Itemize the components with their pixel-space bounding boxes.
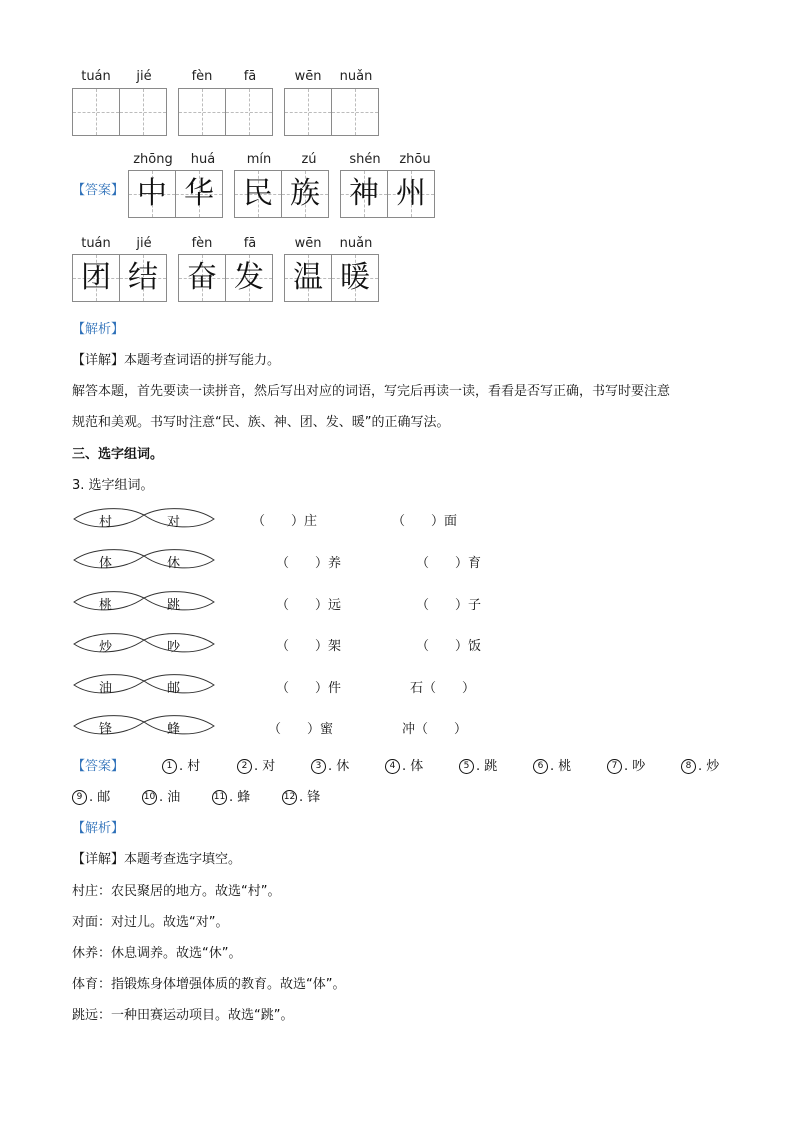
answer-grid-2c [284, 254, 379, 302]
writing-grid-top-1 [72, 88, 167, 136]
pinyin-row-top [72, 69, 380, 84]
grid-cell: 州 [387, 170, 435, 218]
grid-cell: 中 [128, 170, 176, 218]
grid-cell: 温 [284, 254, 332, 302]
leaf-icon [72, 505, 216, 533]
answer-item: 9 . 邮 [72, 786, 110, 805]
answer-item: 3 . 休 [311, 755, 349, 774]
pinyin: nuǎn [339, 69, 373, 84]
grid-cell: 族 [281, 170, 329, 218]
leaf-pair [72, 546, 216, 574]
fill-blank[interactable]: （ ）子 [416, 598, 482, 613]
text-line: 规范和美观。书写时注意“民、族、神、团、发、暖”的正确写法。 [72, 415, 450, 430]
number-badge: 8 [681, 759, 696, 774]
answer-item: 4 . 体 [385, 755, 423, 774]
option-char: 锋 [99, 722, 113, 737]
pinyin: tuán [81, 236, 111, 251]
grid-cell[interactable] [178, 88, 226, 136]
grid-cell: 民 [234, 170, 282, 218]
grid-cell: 暖 [331, 254, 379, 302]
grid-cell[interactable] [72, 88, 120, 136]
leaf-pair [72, 712, 216, 740]
grid-cell: 奋 [178, 254, 226, 302]
answer-item: 5 . 跳 [459, 755, 497, 774]
option-char: 桃 [99, 598, 113, 613]
number-badge: 1 [162, 759, 177, 774]
section-heading: 三、选字组词。 [72, 447, 164, 462]
grid-cell: 团 [72, 254, 120, 302]
grid-cell[interactable] [119, 88, 167, 136]
analysis-label: 【解析】 [72, 322, 125, 337]
pinyin: jié [136, 69, 152, 84]
analysis-label: 【解析】 [72, 821, 125, 836]
fill-blank[interactable]: （ ）育 [416, 556, 482, 571]
answer-list [0, 755, 794, 805]
leaf-icon [72, 630, 216, 658]
answer-item: 6 . 桃 [533, 755, 571, 774]
fill-blank[interactable]: （ ）庄 [252, 514, 318, 529]
option-char: 邮 [167, 681, 181, 696]
writing-grid-top-2 [178, 88, 273, 136]
answer-label: 【答案】 [72, 183, 125, 198]
pinyin: zú [301, 152, 317, 167]
leaf-icon [72, 712, 216, 740]
fill-blank[interactable]: （ ）蜜 [268, 722, 334, 737]
text-line: 对面：对过儿。故选“对”。 [72, 915, 229, 930]
answer-item: 10 . 油 [143, 790, 181, 805]
fill-blank[interactable]: （ ）架 [276, 639, 342, 654]
pinyin-row-answer-1 [128, 152, 440, 167]
answer-grid-2b [178, 254, 273, 302]
leaf-pair [72, 588, 216, 616]
grid-cell: 发 [225, 254, 273, 302]
fill-blank[interactable]: （ ）件 [276, 681, 342, 696]
answer-item: 11 . 蜂 [213, 790, 251, 805]
option-char: 村 [99, 515, 113, 530]
leaf-icon [72, 671, 216, 699]
pinyin: nuǎn [339, 236, 373, 251]
option-char: 蜂 [167, 722, 181, 737]
fill-blank[interactable]: （ ）远 [276, 598, 342, 613]
text-line: 村庄：农民聚居的地方。故选“村”。 [72, 884, 281, 899]
leaf-pair [72, 630, 216, 658]
fill-blank[interactable]: （ ）养 [276, 556, 342, 571]
option-char: 炒 [99, 640, 113, 655]
grid-cell[interactable] [225, 88, 273, 136]
answer-item: 8 . 炒 [681, 755, 719, 774]
pinyin: fā [243, 69, 257, 84]
answer-grid-1a [128, 170, 223, 218]
number-badge: 10 [142, 790, 157, 805]
option-char: 油 [99, 681, 113, 696]
writing-grid-top-3 [284, 88, 379, 136]
answer-grid-1b [234, 170, 329, 218]
pinyin: tuán [81, 69, 111, 84]
pinyin: shén [349, 152, 381, 167]
answer-item: 7 . 吵 [607, 755, 645, 774]
number-badge: 7 [607, 759, 622, 774]
pinyin: fèn [191, 69, 213, 84]
leaf-pair [72, 671, 216, 699]
grid-cell: 神 [340, 170, 388, 218]
option-char: 吵 [167, 640, 181, 655]
text-line: 解答本题，首先要读一读拼音，然后写出对应的词语，写完后再读一读，看看是否写正确，书写时要注意 [72, 384, 671, 399]
option-char: 休 [167, 556, 181, 571]
pinyin: wēn [294, 236, 322, 251]
leaf-icon [72, 588, 216, 616]
number-badge: 11 [212, 790, 227, 805]
answer-item: 2 . 对 [237, 755, 275, 774]
leaf-pair [72, 505, 216, 533]
pinyin: wēn [294, 69, 322, 84]
number-badge: 2 [237, 759, 252, 774]
text-line: 休养：休息调养。故选“休”。 [72, 946, 242, 961]
answer-label: 【答案】 [72, 759, 125, 774]
grid-cell: 结 [119, 254, 167, 302]
number-badge: 12 [282, 790, 297, 805]
pinyin: mín [246, 152, 272, 167]
answer-grid-1c [340, 170, 435, 218]
grid-cell[interactable] [284, 88, 332, 136]
number-badge: 3 [311, 759, 326, 774]
number-badge: 6 [533, 759, 548, 774]
fill-blank[interactable]: 冲（ ） [402, 722, 468, 737]
fill-blank[interactable]: 石（ ） [410, 681, 476, 696]
answer-item: 1 . 村 [162, 755, 200, 774]
number-badge: 5 [459, 759, 474, 774]
number-badge: 9 [72, 790, 87, 805]
option-char: 跳 [167, 598, 181, 613]
detail-line: 【详解】本题考查选字填空。 [72, 852, 242, 867]
answer-grid-2a [72, 254, 167, 302]
pinyin: zhōng [133, 152, 173, 167]
grid-cell: 华 [175, 170, 223, 218]
pinyin: fèn [191, 236, 213, 251]
text-line: 跳远：一种田赛运动项目。故选“跳”。 [72, 1008, 294, 1023]
grid-cell[interactable] [331, 88, 379, 136]
pinyin-row-answer-2 [72, 236, 380, 251]
pinyin: zhōu [399, 152, 431, 167]
option-char: 体 [99, 556, 113, 571]
fill-blank[interactable]: （ ）饭 [416, 639, 482, 654]
option-char: 对 [167, 515, 181, 530]
answer-item: 12 . 锋 [283, 790, 321, 805]
leaf-icon [72, 546, 216, 574]
fill-blank[interactable]: （ ）面 [392, 514, 458, 529]
question-title: 3. 选字组词。 [72, 478, 154, 493]
detail-line: 【详解】本题考查词语的拼写能力。 [72, 353, 281, 368]
number-badge: 4 [385, 759, 400, 774]
pinyin: fā [243, 236, 257, 251]
text-line: 体育：指锻炼身体增强体质的教育。故选“体”。 [72, 977, 346, 992]
pinyin: jié [136, 236, 152, 251]
pinyin: huá [190, 152, 216, 167]
